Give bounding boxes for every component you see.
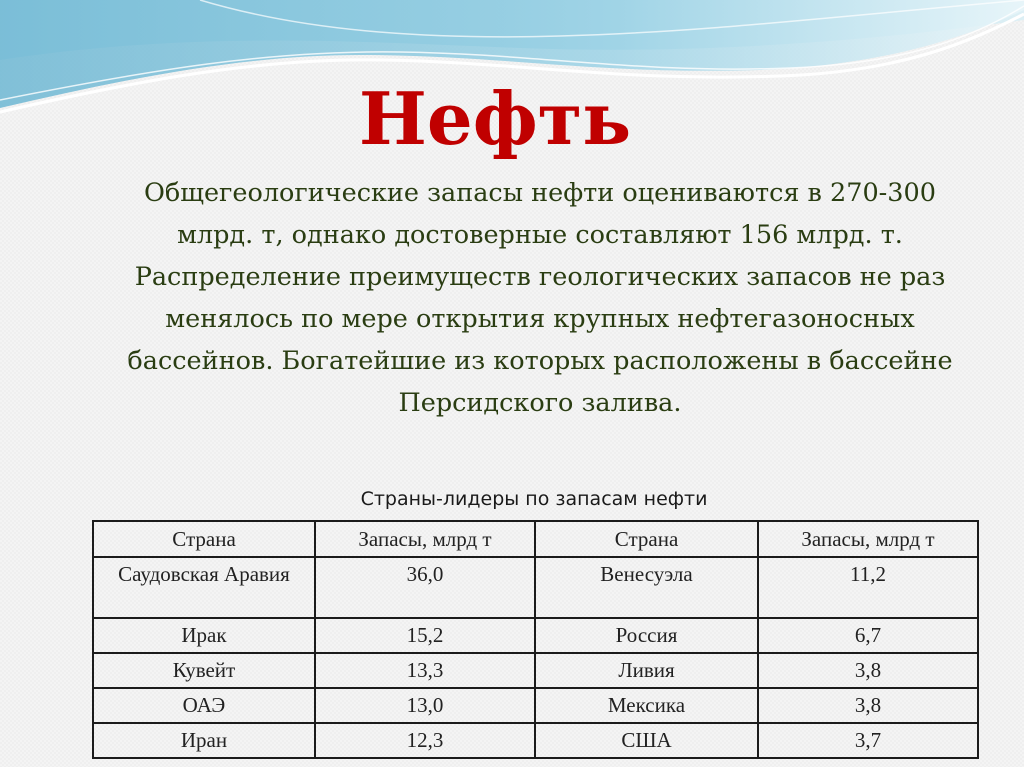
cell-reserves: 3,8 [758, 653, 978, 688]
cell-country: Иран [93, 723, 315, 758]
cell-country: Россия [535, 618, 758, 653]
cell-country: Саудовская Аравия [93, 557, 315, 618]
header-country-2: Страна [535, 521, 758, 557]
cell-reserves: 3,7 [758, 723, 978, 758]
cell-reserves: 12,3 [315, 723, 535, 758]
header-reserves-2: Запасы, млрд т [758, 521, 978, 557]
header-reserves-1: Запасы, млрд т [315, 521, 535, 557]
intro-paragraph: Общегеологические запасы нефти оцениваются в 270-300 млрд. т, однако достоверные составляют 156 млрд. т. Распределение преимуществ геологических запасов не раз менялось по мере открытия крупных нефтегазоносных бассейнов. Богатейшие из которых расположены в бассейне Персидского залива. [127, 178, 953, 418]
table-row [93, 557, 978, 618]
cell-reserves: 6,7 [758, 618, 978, 653]
cell-country: ОАЭ [93, 688, 315, 723]
oil-reserves-table [92, 520, 979, 759]
cell-reserves: 36,0 [315, 557, 535, 618]
cell-country: Венесуэла [535, 557, 758, 618]
table-row [93, 653, 978, 688]
table-header-row [93, 521, 978, 557]
slide-title: Нефть [358, 76, 632, 161]
cell-country: Мексика [535, 688, 758, 723]
cell-country: Ирак [93, 618, 315, 653]
cell-reserves: 3,8 [758, 688, 978, 723]
table-row [93, 723, 978, 758]
cell-country: США [535, 723, 758, 758]
cell-country: Кувейт [93, 653, 315, 688]
cell-country: Ливия [535, 653, 758, 688]
header-country-1: Страна [93, 521, 315, 557]
cell-reserves: 11,2 [758, 557, 978, 618]
cell-reserves: 15,2 [315, 618, 535, 653]
table-row [93, 688, 978, 723]
table-caption: Страны-лидеры по запасам нефти [360, 488, 708, 510]
cell-reserves: 13,3 [315, 653, 535, 688]
cell-reserves: 13,0 [315, 688, 535, 723]
table-row [93, 618, 978, 653]
